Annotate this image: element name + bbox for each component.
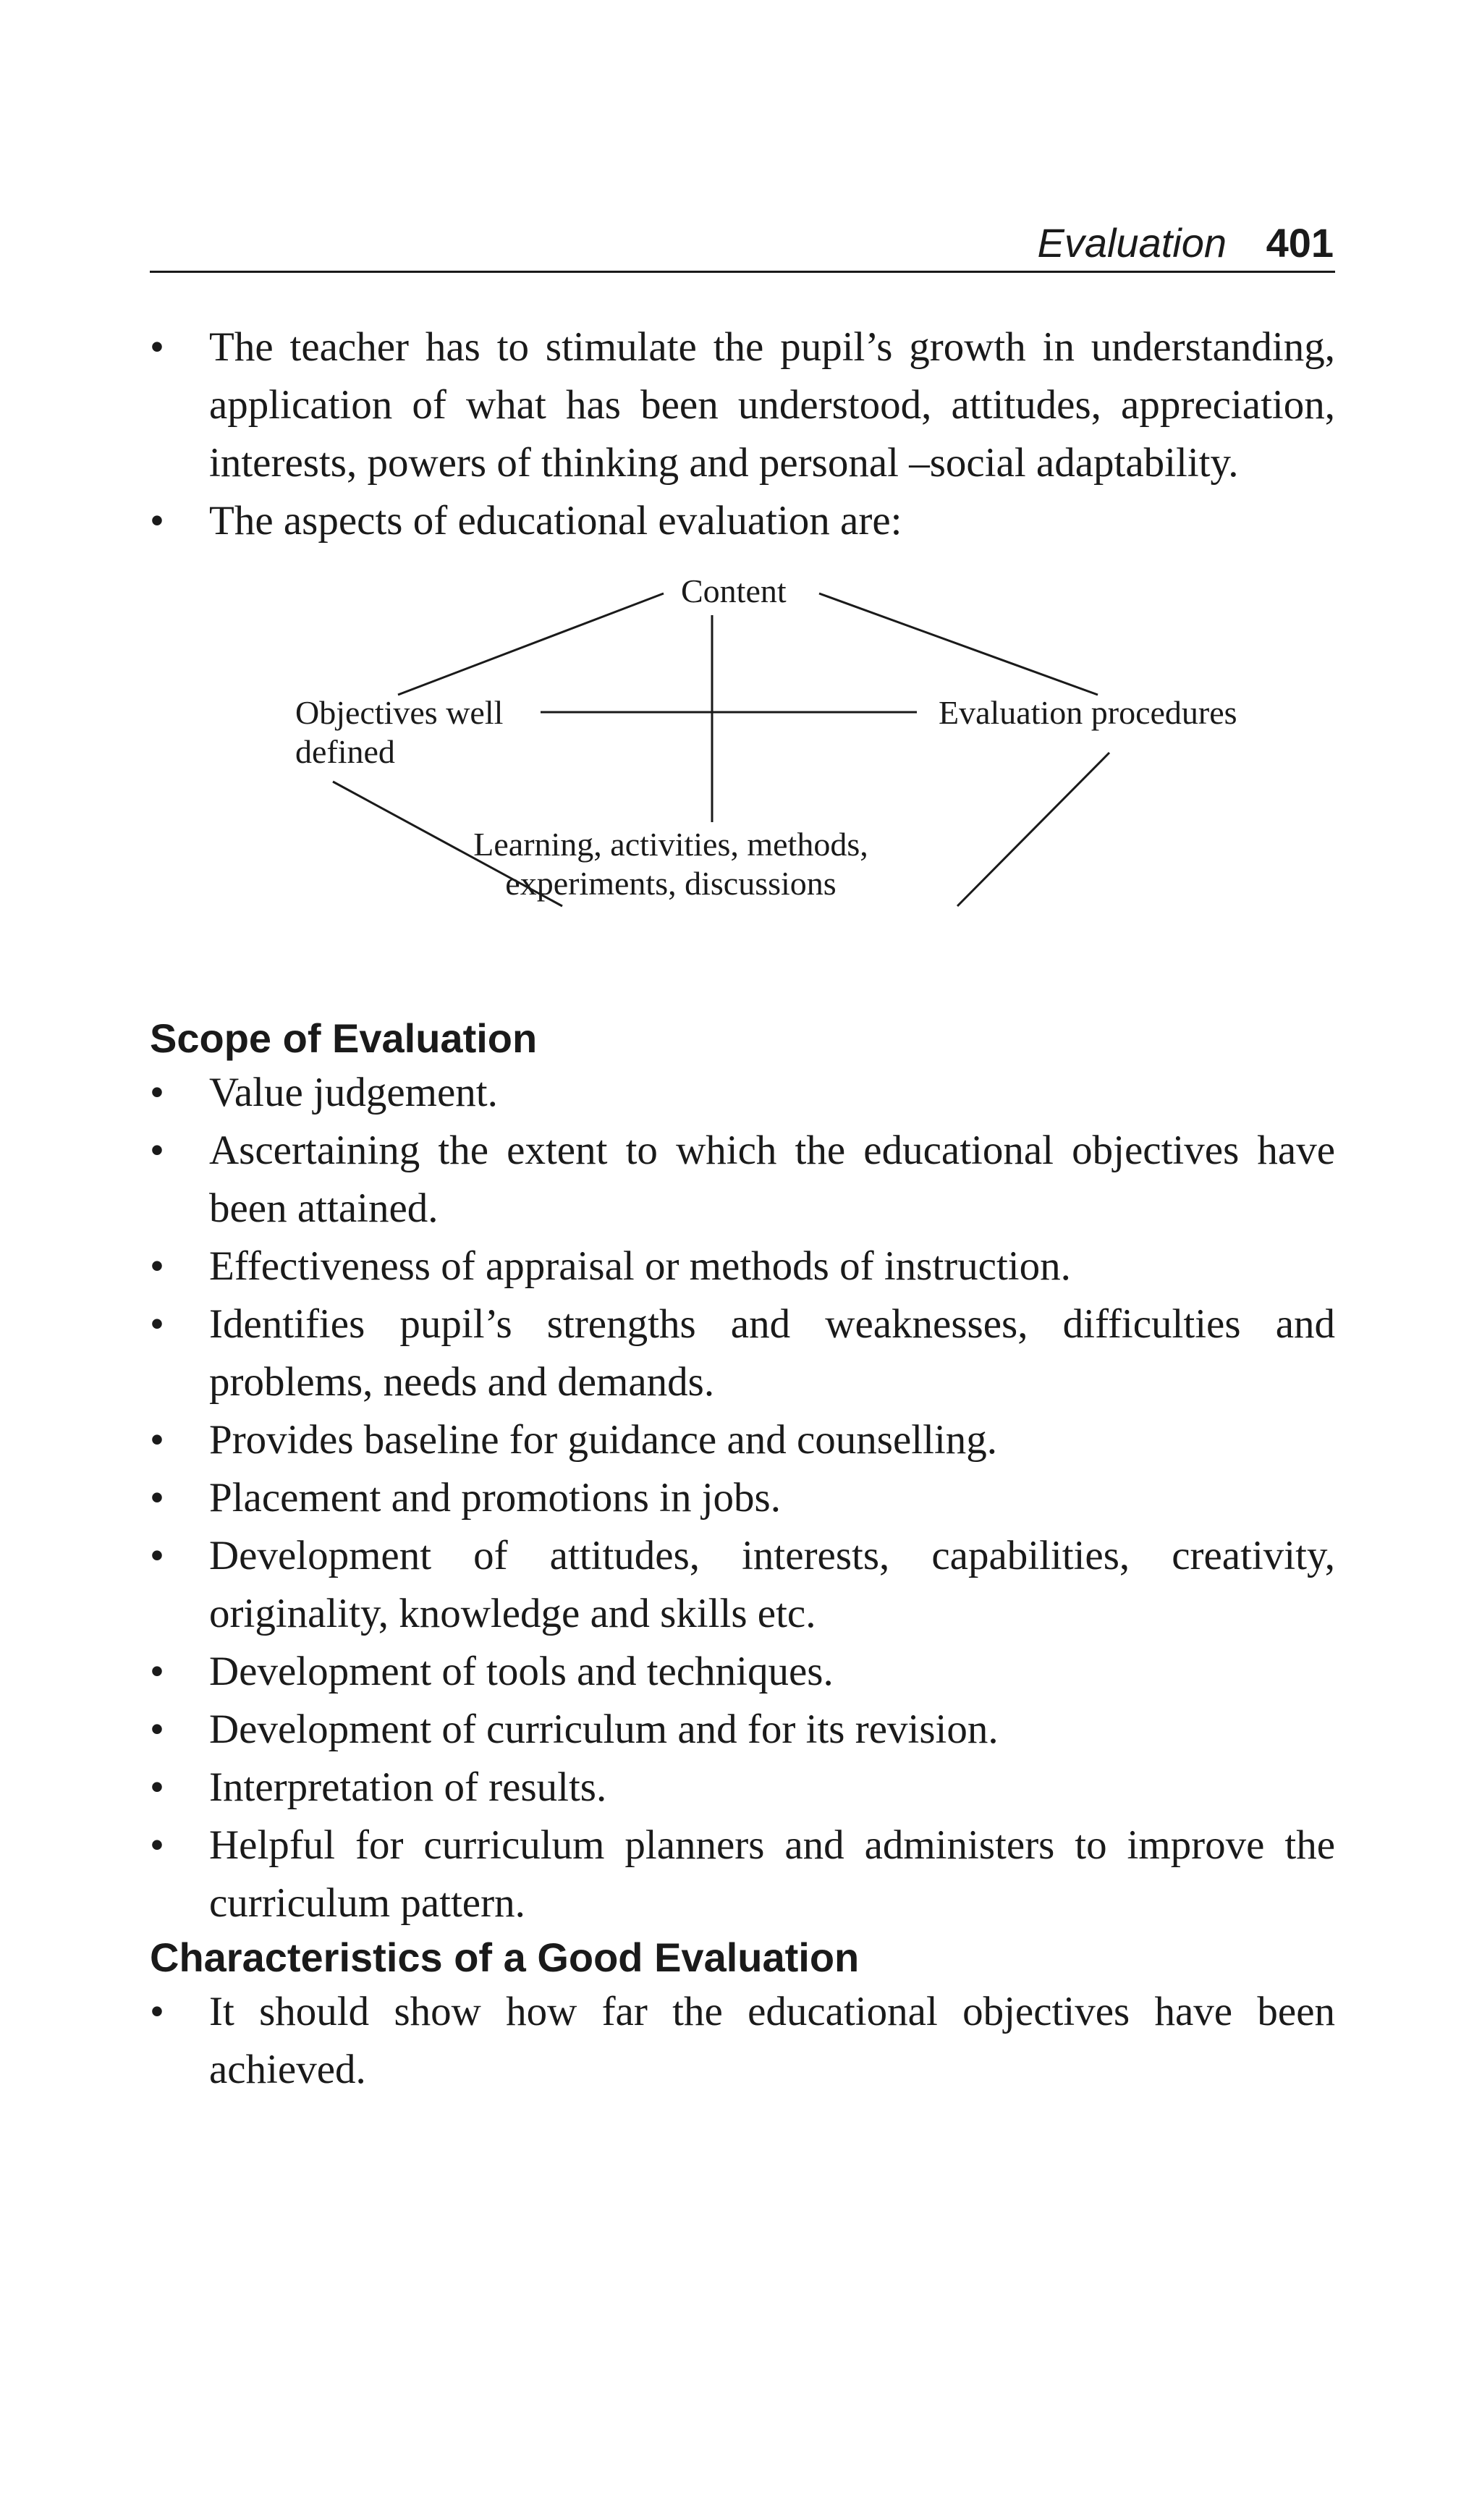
diagram-node-learning xyxy=(150,825,1192,903)
diagram-node-evaluation-procedures: Evaluation procedures xyxy=(939,694,1237,731)
list-item: • Ascertaining the extent to which the educational objectives have been attained. xyxy=(150,1122,1335,1238)
list-item: • It should show how far the educational objectives have been achieved. xyxy=(150,1983,1335,2099)
list-item: • Development of curriculum and for its revision. xyxy=(150,1701,1335,1759)
intro-list xyxy=(150,318,1335,550)
list-item: • Development of tools and techniques. xyxy=(150,1643,1335,1701)
list-item: • Development of attitudes, interests, capabilities, creativity, originality, knowledge and skills etc. xyxy=(150,1527,1335,1643)
connector-content-objectives xyxy=(398,593,664,695)
connector-content-evaluation xyxy=(819,593,1098,695)
diagram-node-objectives: Objectives well defined xyxy=(295,694,504,770)
diagram-node-learning-text: Learning, activities, methods, experiments, discussions xyxy=(473,826,868,902)
scope-heading: Scope of Evaluation xyxy=(150,1015,538,1061)
list-item: • Helpful for curriculum planners and administers to improve the curriculum pattern. xyxy=(150,1817,1335,1932)
page-body xyxy=(150,318,1335,2099)
diagram-node-content: Content xyxy=(681,572,787,609)
list-item: • The teacher has to stimulate the pupil’s growth in understanding, application of what has been understood, attitudes, appreciation, interests, powers of thinking and personal –social adaptability. xyxy=(150,318,1335,492)
characteristics-heading: Characteristics of a Good Evaluation xyxy=(150,1935,860,1980)
list-item: • The aspects of educational evaluation are: xyxy=(150,492,1335,550)
scope-list xyxy=(150,1064,1335,1932)
characteristics-list xyxy=(150,1983,1335,2099)
page-number: 401 xyxy=(1266,220,1334,266)
list-item: • Interpretation of results. xyxy=(150,1759,1335,1817)
list-item: • Identifies pupil’s strengths and weaknesses, difficulties and problems, needs and demands. xyxy=(150,1295,1335,1411)
running-header xyxy=(150,210,1335,273)
list-item: • Provides baseline for guidance and counselling. xyxy=(150,1411,1335,1469)
running-title: Evaluation xyxy=(1037,220,1227,266)
list-item: • Placement and promotions in jobs. xyxy=(150,1469,1335,1527)
evaluation-aspects-diagram xyxy=(150,572,1335,1013)
list-item: • Effectiveness of appraisal or methods of instruction. xyxy=(150,1238,1335,1295)
list-item: • Value judgement. xyxy=(150,1064,1335,1122)
diagram-connectors xyxy=(150,572,1335,1013)
